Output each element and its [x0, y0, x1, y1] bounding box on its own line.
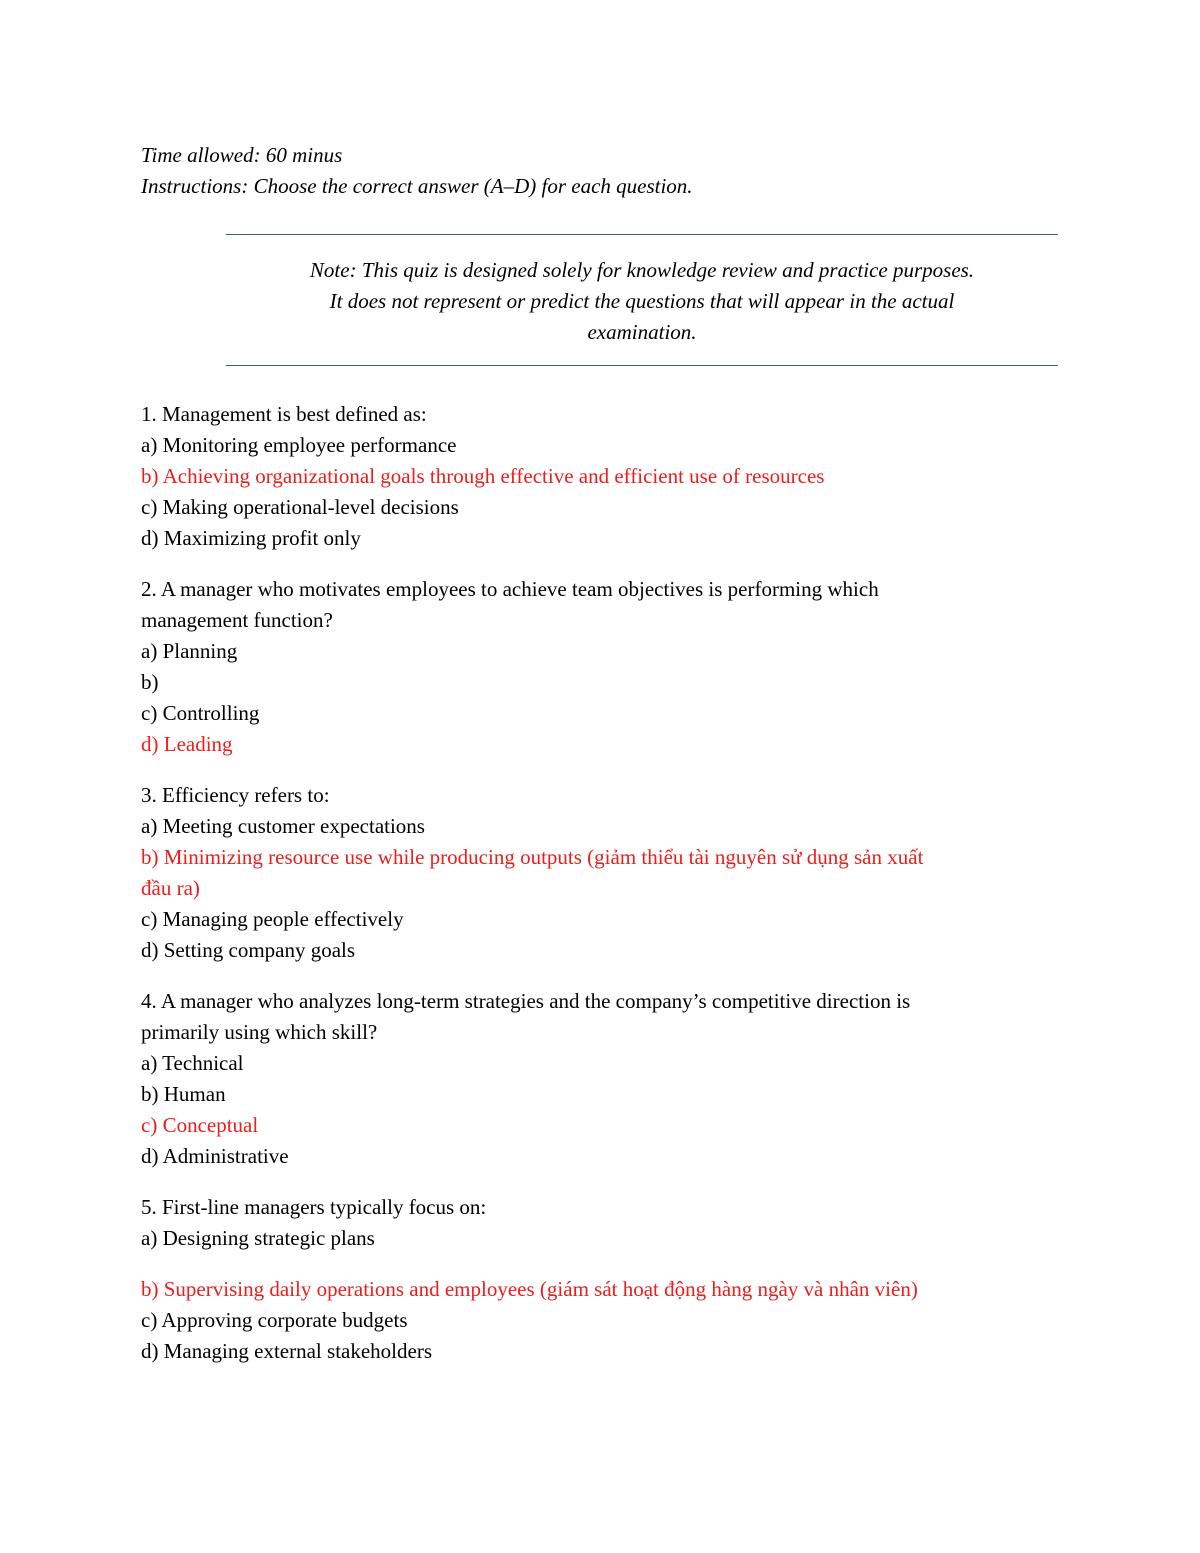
option-b: b) Human — [141, 1082, 226, 1106]
note-line: Note: This quiz is designed solely for knowledge review and practice purposes. — [309, 258, 975, 282]
question-text: 2. A manager who motivates employees to achieve team objectives is performing which — [141, 577, 879, 601]
option-a: a) Designing strategic plans — [141, 1226, 375, 1250]
note-box — [226, 234, 1058, 366]
note-line: examination. — [587, 320, 697, 344]
question-1 — [141, 399, 1041, 554]
question-text: 4. A manager who analyzes long-term strategies and the company’s competitive direction is — [141, 989, 911, 1013]
question-text: 5. First-line managers typically focus on: — [141, 1195, 487, 1219]
option-a: a) Planning — [141, 639, 238, 663]
option-c: c) Approving corporate budgets — [141, 1308, 408, 1332]
option-d: d) Administrative — [141, 1144, 289, 1168]
instructions: Instructions: Choose the correct answer (A–D) for each question. — [141, 174, 693, 198]
option-b-correct: b) Achieving organizational goals through effective and efficient use of resources — [141, 464, 825, 488]
question-text: 1. Management is best defined as: — [141, 402, 427, 426]
option-b-correct: b) Minimizing resource use while producing outputs (giảm thiểu tài nguyên sử dụng sản xuất — [141, 845, 924, 869]
option-c: c) Making operational-level decisions — [141, 495, 459, 519]
option-d: d) Setting company goals — [141, 938, 356, 962]
option-d: d) Managing external stakeholders — [141, 1339, 432, 1363]
note-line: It does not represent or predict the questions that will appear in the actual — [329, 289, 955, 313]
option-a: a) Monitoring employee performance — [141, 433, 457, 457]
question-4 — [141, 986, 1041, 1172]
time-allowed: Time allowed: 60 minus — [141, 143, 343, 167]
option-a: a) Meeting customer expectations — [141, 814, 425, 838]
question-2 — [141, 574, 1041, 760]
option-d-correct: d) Leading — [141, 732, 233, 756]
question-list — [141, 399, 1041, 1387]
spacer — [141, 1254, 1041, 1274]
quiz-header — [141, 140, 1071, 202]
question-text-cont: primarily using which skill? — [141, 1020, 378, 1044]
option-c-correct: c) Conceptual — [141, 1113, 259, 1137]
question-text: 3. Efficiency refers to: — [141, 783, 330, 807]
question-text-cont: management function? — [141, 608, 333, 632]
option-d: d) Maximizing profit only — [141, 526, 361, 550]
option-b-correct-cont: đầu ra) — [141, 876, 200, 900]
option-b-correct: b) Supervising daily operations and employees (giám sát hoạt động hàng ngày và nhân viên) — [141, 1277, 918, 1301]
question-5 — [141, 1192, 1041, 1367]
option-c: c) Managing people effectively — [141, 907, 404, 931]
option-c: c) Controlling — [141, 701, 260, 725]
option-b: b) — [141, 670, 159, 694]
option-a: a) Technical — [141, 1051, 244, 1075]
note-text — [266, 255, 1018, 348]
question-3 — [141, 780, 1041, 966]
